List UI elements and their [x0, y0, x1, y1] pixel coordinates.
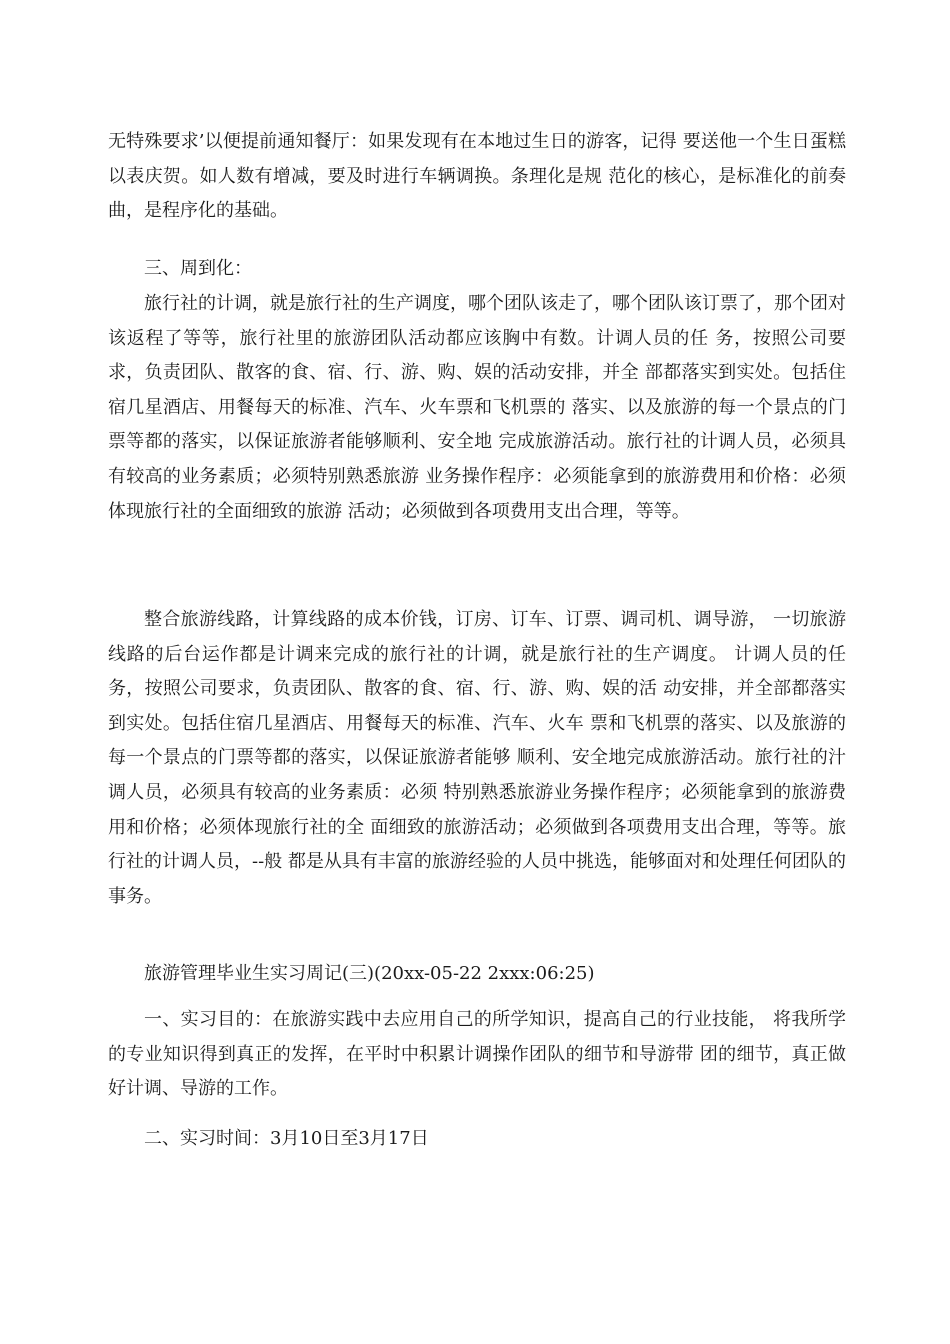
- paragraph-planner-duties: [108, 287, 846, 529]
- paragraph-text: 无特殊要求’以便提前通知餐厅：如果发现有在本地过生日的游客，记得 要送他一个生日蛋糕以表庆贺。如人数有增减，要及时进行车辆调换。条理化是规 范化的核心，是标准化的前奏曲，是程序化的基础。: [108, 131, 846, 222]
- paragraph-text: 二、实习时间：3月10日至3月17日: [144, 1128, 429, 1149]
- diary-title: [108, 957, 846, 992]
- section-heading-thoughtful: [108, 252, 846, 287]
- paragraph-text: 旅行社的计调，就是旅行社的生产调度，哪个团队该走了，哪个团队该订票了，那个团对该返程了等等，旅行社里的旅游团队活动都应该胸中有数。计调人员的任 务，按照公司要求，负责团队、散客的食、宿、行、游、购、娱的活动安排，并全 部都落实到实处。包括住宿几星酒店、用餐每天的标准、汽车、火车票和飞机票的 落实、以及旅游的每一个景点的门票等都的落实，以保证旅游者能够顺利、安全地 完成旅游活动。旅行社的计调人员，必须具有较高的业务素质；必须特别熟悉旅游 业务操作程序：必须能拿到的旅游费用和价格：必须体现旅行社的全面细致的旅游 活动；必须做到各项费用支出合理，等等。: [108, 293, 846, 522]
- paragraph-text: 一、实习目的：在旅游实践中去应用自己的所学知识，提高自己的行业技能， 将我所学的专业知识得到真正的发挥，在平时中积累计调操作团队的细节和导游带 团的细节，真正做好计调、导游的工作。: [108, 1009, 846, 1100]
- paragraph-birthday-notice: [108, 125, 846, 229]
- paragraph-internship-time: [108, 1122, 846, 1157]
- heading-text: 三、周到化：: [144, 258, 252, 279]
- paragraph-internship-purpose: [108, 1003, 846, 1107]
- title-text: 旅游管理毕业生实习周记(三)(20xx-05-22 2xxx:06:25): [144, 963, 595, 984]
- paragraph-route-integration: [108, 603, 846, 914]
- paragraph-text: 整合旅游线路，计算线路的成本价钱，订房、订车、订票、调司机、调导游， 一切旅游线路的后台运作都是计调来完成的旅行社的计调，就是旅行社的生产调度。 计调人员的任务，按照公司要求，负责团队、散客的食、宿、行、游、购、娱的活 动安排，并全部都落实到实处。包括住宿几星酒店、用餐每天的标准、汽车、火车 票和飞机票的落实、以及旅游的每一个景点的门票等都的落实，以保证旅游者能够 顺利、安全地完成旅游活动。旅行社的汁调人员，必须具有较高的业务素质：必须 特别熟悉旅游业务操作程序；必须能拿到的旅游费用和价格；必须体现旅行社的全 面细致的旅游活动；必须做到各项费用支出合理，等等。旅行社的计调人员，--般 都是从具有丰富的旅游经验的人员中挑选，能够面对和处理任何团队的事务。: [108, 609, 846, 907]
